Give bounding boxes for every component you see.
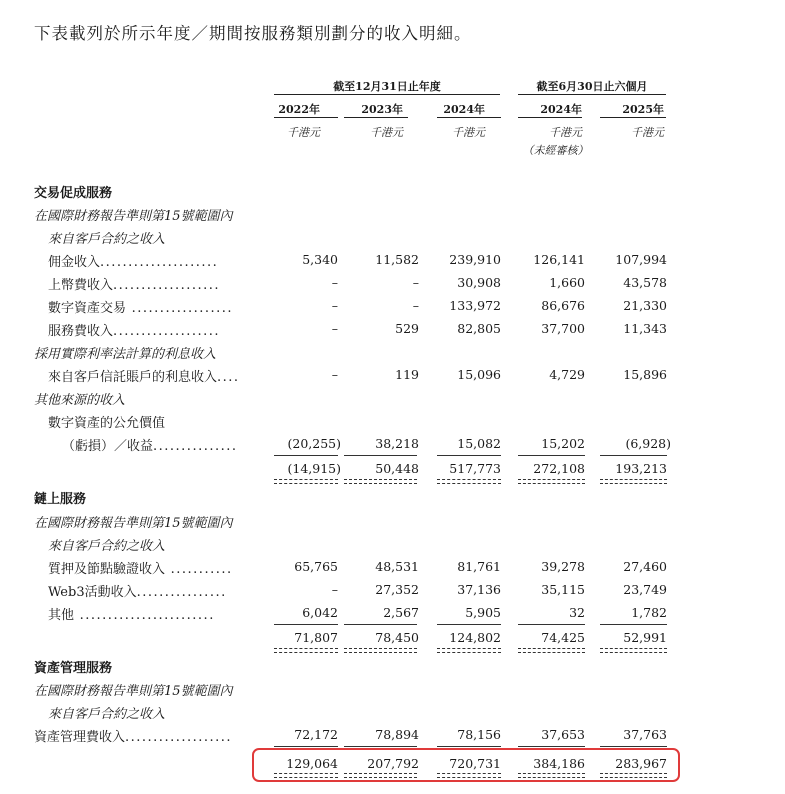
year-underline [274,117,338,118]
cell-value: 133,972 [449,298,501,313]
section-title-trading: 交易促成服務 [34,186,113,201]
cell-value: 6,042 [302,605,338,620]
cell-value: – [331,275,338,290]
subtotal-rule [344,624,417,625]
row-label: 其他 ........................ [48,608,215,623]
unit-label: 千港元 [631,126,664,139]
group-header-year: 截至12月31日止年度 [333,80,441,93]
other-title: 其他來源的收入 [34,393,126,408]
ifrs15-label: 在國際財務報告準則第15號範圍內 [34,684,233,699]
ifrs15-label: 在國際財務報告準則第15號範圍內 [34,209,233,224]
contract-revenue-label: 來自客戶合約之收入 [48,707,166,722]
row-label: 佣金收入..................... [48,255,219,270]
row-label: Web3活動收入................ [48,585,227,600]
cell-value: – [412,298,419,313]
total-rule [344,746,417,747]
cell-value: 21,330 [623,298,667,313]
contract-revenue-label: 來自客戶合約之收入 [48,232,166,247]
cell-value: 119 [395,367,419,382]
row-label: 數字資產交易 .................. [48,301,234,316]
cell-value: 37,763 [623,727,667,742]
row-label: 資產管理費收入................... [34,730,233,745]
row-label: （虧損）／收益............... [62,439,238,454]
double-rule [344,648,417,653]
total-rule [274,746,338,747]
cell-value: 38,218 [375,436,419,451]
cell-value: 37,653 [541,727,585,742]
cell-value: 81,761 [457,559,501,574]
cell-value: – [331,321,338,336]
total-value: 720,731 [449,756,501,771]
cell-value: 4,729 [549,367,585,382]
year-underline [600,117,666,118]
double-rule [518,648,585,653]
cell-value: 239,910 [449,252,501,267]
unaudited-label: （未經審核） [522,144,589,157]
cell-value: 65,765 [294,559,338,574]
double-rule [437,773,501,778]
year-2025-half: 2025年 [622,103,664,116]
contract-revenue-label: 來自客戶合約之收入 [48,539,166,554]
subtotal-rule [518,624,585,625]
cell-value: 86,676 [541,298,585,313]
cell-value: 43,578 [623,275,667,290]
cell-value: 15,896 [623,367,667,382]
cell-value: 35,115 [541,582,585,597]
cell-value: 27,352 [375,582,419,597]
cell-value: 2,567 [383,605,419,620]
double-rule [437,648,501,653]
year-2022: 2022年 [278,103,320,116]
unit-label: 千港元 [370,126,403,139]
cell-value: 48,531 [375,559,419,574]
row-label: 上幣費收入................... [48,278,221,293]
double-rule [344,479,417,484]
unit-label: 千港元 [452,126,485,139]
year-2024-half: 2024年 [540,103,582,116]
subtotal-value: 74,425 [541,630,585,645]
double-rule [437,479,501,484]
subtotal-rule [437,624,501,625]
cell-value: 15,202 [541,436,585,451]
cell-value: 15,096 [457,367,501,382]
subtotal-value: 71,807 [294,630,338,645]
subtotal-value: (14,915) [287,461,341,476]
total-value: 129,064 [286,756,338,771]
row-label: 質押及節點驗證收入 ........... [48,562,233,577]
cell-value: (6,928) [625,436,671,451]
cell-value: 27,460 [623,559,667,574]
double-rule [344,773,417,778]
cell-value: 30,908 [457,275,501,290]
interest-title: 採用實際利率法計算的利息收入 [34,347,217,362]
double-rule [600,479,667,484]
cell-value: 11,343 [623,321,667,336]
cell-value: – [331,367,338,382]
cell-value: 23,749 [623,582,667,597]
cell-value: 11,582 [375,252,419,267]
total-value: 384,186 [533,756,585,771]
total-rule [437,746,501,747]
cell-value: – [331,298,338,313]
cell-value: – [331,582,338,597]
subtotal-value: 50,448 [375,461,419,476]
cell-value: 78,156 [457,727,501,742]
cell-value: 82,805 [457,321,501,336]
cell-value: 32 [569,605,585,620]
subtotal-rule [600,624,667,625]
subtotal-rule [274,624,338,625]
subtotal-rule [518,455,585,456]
unit-label: 千港元 [549,126,582,139]
subtotal-value: 272,108 [533,461,585,476]
year-underline [344,117,408,118]
row-label: 服務費收入................... [48,324,221,339]
subtotal-value: 78,450 [375,630,419,645]
cell-value: 78,894 [375,727,419,742]
cell-value: 5,340 [302,252,338,267]
subtotal-rule [344,455,417,456]
cell-value: 37,136 [457,582,501,597]
total-value: 207,792 [367,756,419,771]
double-rule [518,773,585,778]
cell-value: – [412,275,419,290]
cell-value: 126,141 [533,252,585,267]
cell-value: 107,994 [615,252,667,267]
cell-value: 72,172 [294,727,338,742]
group-underline [518,94,666,95]
subtotal-rule [274,455,338,456]
cell-value: 529 [395,321,419,336]
double-rule [274,648,338,653]
unit-label: 千港元 [287,126,320,139]
group-underline [274,94,500,95]
double-rule [600,773,667,778]
group-header-half: 截至6月30日止六個月 [536,80,648,93]
subtotal-value: 124,802 [449,630,501,645]
cell-value: 1,660 [549,275,585,290]
subtotal-value: 193,213 [615,461,667,476]
ifrs15-label: 在國際財務報告準則第15號範圍內 [34,516,233,531]
fv-line1: 數字資產的公允價值 [48,416,166,431]
total-value: 283,967 [615,756,667,771]
subtotal-rule [437,455,501,456]
section-title-onchain: 鏈上服務 [34,492,87,507]
cell-value: 1,782 [631,605,667,620]
double-rule [600,648,667,653]
double-rule [518,479,585,484]
double-rule [274,773,338,778]
cell-value: 5,905 [465,605,501,620]
intro-text: 下表載列於所示年度／期間按服務類別劃分的收入明細。 [34,24,472,43]
subtotal-rule [600,455,667,456]
double-rule [274,479,338,484]
year-2023: 2023年 [361,103,403,116]
total-rule [518,746,585,747]
subtotal-value: 517,773 [449,461,501,476]
year-underline [437,117,501,118]
cell-value: 15,082 [457,436,501,451]
cell-value: 37,700 [541,321,585,336]
row-label: 來自客戶信託賬戶的利息收入.... [48,370,240,385]
subtotal-value: 52,991 [623,630,667,645]
cell-value: (20,255) [287,436,341,451]
section-title-asset-mgmt: 資產管理服務 [34,661,113,676]
year-underline [518,117,582,118]
cell-value: 39,278 [541,559,585,574]
year-2024: 2024年 [443,103,485,116]
total-rule [600,746,667,747]
